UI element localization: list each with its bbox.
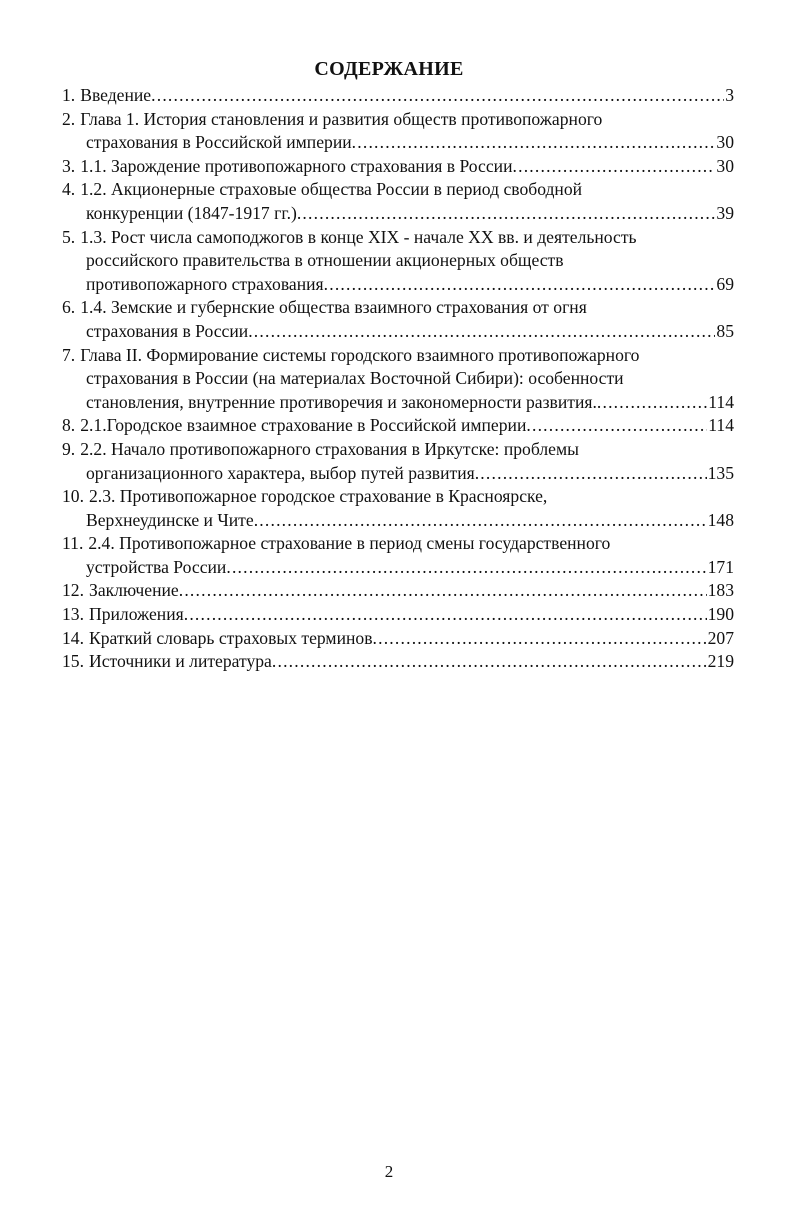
toc-entry-page: 114 xyxy=(708,415,734,436)
toc-entry xyxy=(62,532,734,579)
toc-entry-line xyxy=(62,202,734,226)
dot-leader xyxy=(297,202,716,226)
dot-leader xyxy=(352,131,716,155)
toc-entry-number: 2. xyxy=(62,108,76,129)
toc-entry-text: 1.1. Зарождение противопожарного страхования в России xyxy=(80,155,513,176)
toc-entry-line xyxy=(62,367,734,391)
toc-entry-number: 10. xyxy=(62,486,84,507)
toc-entry-line xyxy=(62,391,734,415)
toc-entry-line xyxy=(62,178,734,202)
toc-entry-page: 148 xyxy=(707,509,734,530)
dot-leader xyxy=(373,627,707,651)
dot-leader xyxy=(226,556,706,580)
page-title: СОДЕРЖАНИЕ xyxy=(314,58,464,80)
toc-entry-number: 6. xyxy=(62,297,76,318)
toc-entry-line xyxy=(62,438,734,462)
toc-entry-text: Источники и литература xyxy=(89,651,272,672)
toc-entry-text: Введение xyxy=(80,85,152,105)
toc-entry-line xyxy=(62,226,734,250)
toc-entry-text: Глава 1. История становления и развития обществ противопожарного xyxy=(80,108,603,129)
toc-entry xyxy=(62,108,734,155)
toc-entry-line xyxy=(62,532,734,556)
toc-entry xyxy=(62,344,734,415)
toc-entry-page: 190 xyxy=(707,604,734,625)
toc-entry-line xyxy=(62,155,734,179)
toc-entry-text: организационного характера, выбор путей развития xyxy=(86,462,475,483)
toc-entry-text: 1.4. Земские и губернские общества взаимного страхования от огня xyxy=(80,297,587,318)
toc-entry-number: 15. xyxy=(62,651,84,672)
toc-entry-text: страхования в России xyxy=(86,320,249,341)
toc-entry-page: 114 xyxy=(708,391,734,412)
toc-entry-text: конкуренции (1847-1917 гг.) xyxy=(86,202,297,223)
toc-entry-page: 3 xyxy=(725,85,734,105)
toc-entry-text: 2.4. Противопожарное страхование в период смены государственного xyxy=(88,533,611,554)
toc-entry-text: Приложения xyxy=(89,604,184,625)
toc-entry-line xyxy=(62,296,734,320)
toc-entry-number: 14. xyxy=(62,627,84,648)
toc-entry xyxy=(62,603,734,627)
toc-entry-line xyxy=(62,249,734,273)
toc-entry-text: устройства России xyxy=(86,556,227,577)
dot-leader xyxy=(513,155,716,179)
toc-entry-page: 219 xyxy=(707,651,734,672)
toc-entry-page: 69 xyxy=(716,273,734,294)
toc-entry-text: противопожарного страхования xyxy=(86,273,324,294)
dot-leader xyxy=(526,414,707,438)
toc-entry-number: 3. xyxy=(62,155,76,176)
toc-entry-page: 85 xyxy=(716,320,734,341)
toc-entry-text: страхования в России (на материалах Восточной Сибири): особенности xyxy=(86,368,624,389)
dot-leader xyxy=(272,650,707,674)
dot-leader xyxy=(179,579,707,603)
dot-leader xyxy=(475,462,707,486)
toc-entry-number: 5. xyxy=(62,226,76,247)
toc-entry-line xyxy=(62,627,734,651)
toc-entry xyxy=(62,414,734,438)
toc-entry xyxy=(62,485,734,532)
toc-entry-line xyxy=(62,485,734,509)
toc-entry-text: 2.2. Начало противопожарного страхования в Иркутске: проблемы xyxy=(80,438,579,459)
dot-leader xyxy=(254,509,707,533)
dot-leader xyxy=(597,391,707,415)
dot-leader xyxy=(248,320,715,344)
toc-entry xyxy=(62,84,734,108)
toc-entry-number: 13. xyxy=(62,604,84,625)
toc-entry xyxy=(62,155,734,179)
toc-entry-line xyxy=(62,344,734,368)
toc-entry-line xyxy=(62,84,734,108)
toc-entry-line xyxy=(62,273,734,297)
toc-entry-page: 30 xyxy=(716,132,734,153)
toc-entry xyxy=(62,296,734,343)
toc-entry-page: 39 xyxy=(716,202,734,223)
page-number: 2 xyxy=(384,1162,394,1181)
toc-entry xyxy=(62,226,734,297)
toc-entry-line xyxy=(62,509,734,533)
toc-entry-text: Верхнеудинске и Чите xyxy=(86,509,254,530)
toc-entry-text: 1.2. Акционерные страховые общества России в период свободной xyxy=(80,179,583,200)
toc-entry-line xyxy=(62,108,734,132)
toc-entry xyxy=(62,650,734,674)
toc-entry-line xyxy=(62,650,734,674)
dot-leader xyxy=(324,273,716,297)
toc-entry xyxy=(62,438,734,485)
toc-entry-number: 7. xyxy=(62,344,76,365)
toc-entry-line xyxy=(62,579,734,603)
toc-entry-text: становления, внутренние противоречия и закономерности развития. xyxy=(86,391,597,412)
toc-entry xyxy=(62,627,734,651)
toc-entry-page: 183 xyxy=(707,580,734,601)
toc-entry xyxy=(62,178,734,225)
toc-entry-number: 11. xyxy=(62,533,84,554)
dot-leader xyxy=(184,603,707,627)
toc-entry-text: 1.3. Рост числа самоподжогов в конце XIX - начале XX вв. и деятельность xyxy=(80,226,637,247)
toc-entry-number: 8. xyxy=(62,415,76,436)
toc-entry-text: Краткий словарь страховых терминов xyxy=(89,627,373,648)
toc-entry-page: 207 xyxy=(707,627,734,648)
toc-entry-text: страхования в Российской империи xyxy=(86,132,352,153)
toc-entry-text: 2.1.Городское взаимное страхование в Российской империи xyxy=(80,415,527,436)
toc-entry-line xyxy=(62,320,734,344)
toc-entry-number: 1. xyxy=(62,85,76,105)
table-of-contents xyxy=(62,84,734,674)
toc-entry-line xyxy=(62,556,734,580)
toc-entry-text: российского правительства в отношении акционерных обществ xyxy=(86,250,564,271)
toc-entry-line xyxy=(62,131,734,155)
toc-entry-page: 30 xyxy=(716,155,734,176)
dot-leader xyxy=(151,84,724,108)
toc-entry xyxy=(62,579,734,603)
toc-entry-line xyxy=(62,414,734,438)
toc-entry-number: 12. xyxy=(62,580,84,601)
toc-entry-number: 4. xyxy=(62,179,76,200)
toc-entry-page: 135 xyxy=(707,462,734,483)
toc-entry-text: 2.3. Противопожарное городское страхование в Красноярске, xyxy=(89,486,548,507)
toc-entry-number: 9. xyxy=(62,438,76,459)
toc-entry-text: Заключение xyxy=(89,580,179,601)
toc-entry-line xyxy=(62,462,734,486)
toc-entry-text: Глава II. Формирование системы городского взаимного противопожарного xyxy=(80,344,640,365)
toc-entry-line xyxy=(62,603,734,627)
toc-entry-page: 171 xyxy=(707,556,734,577)
